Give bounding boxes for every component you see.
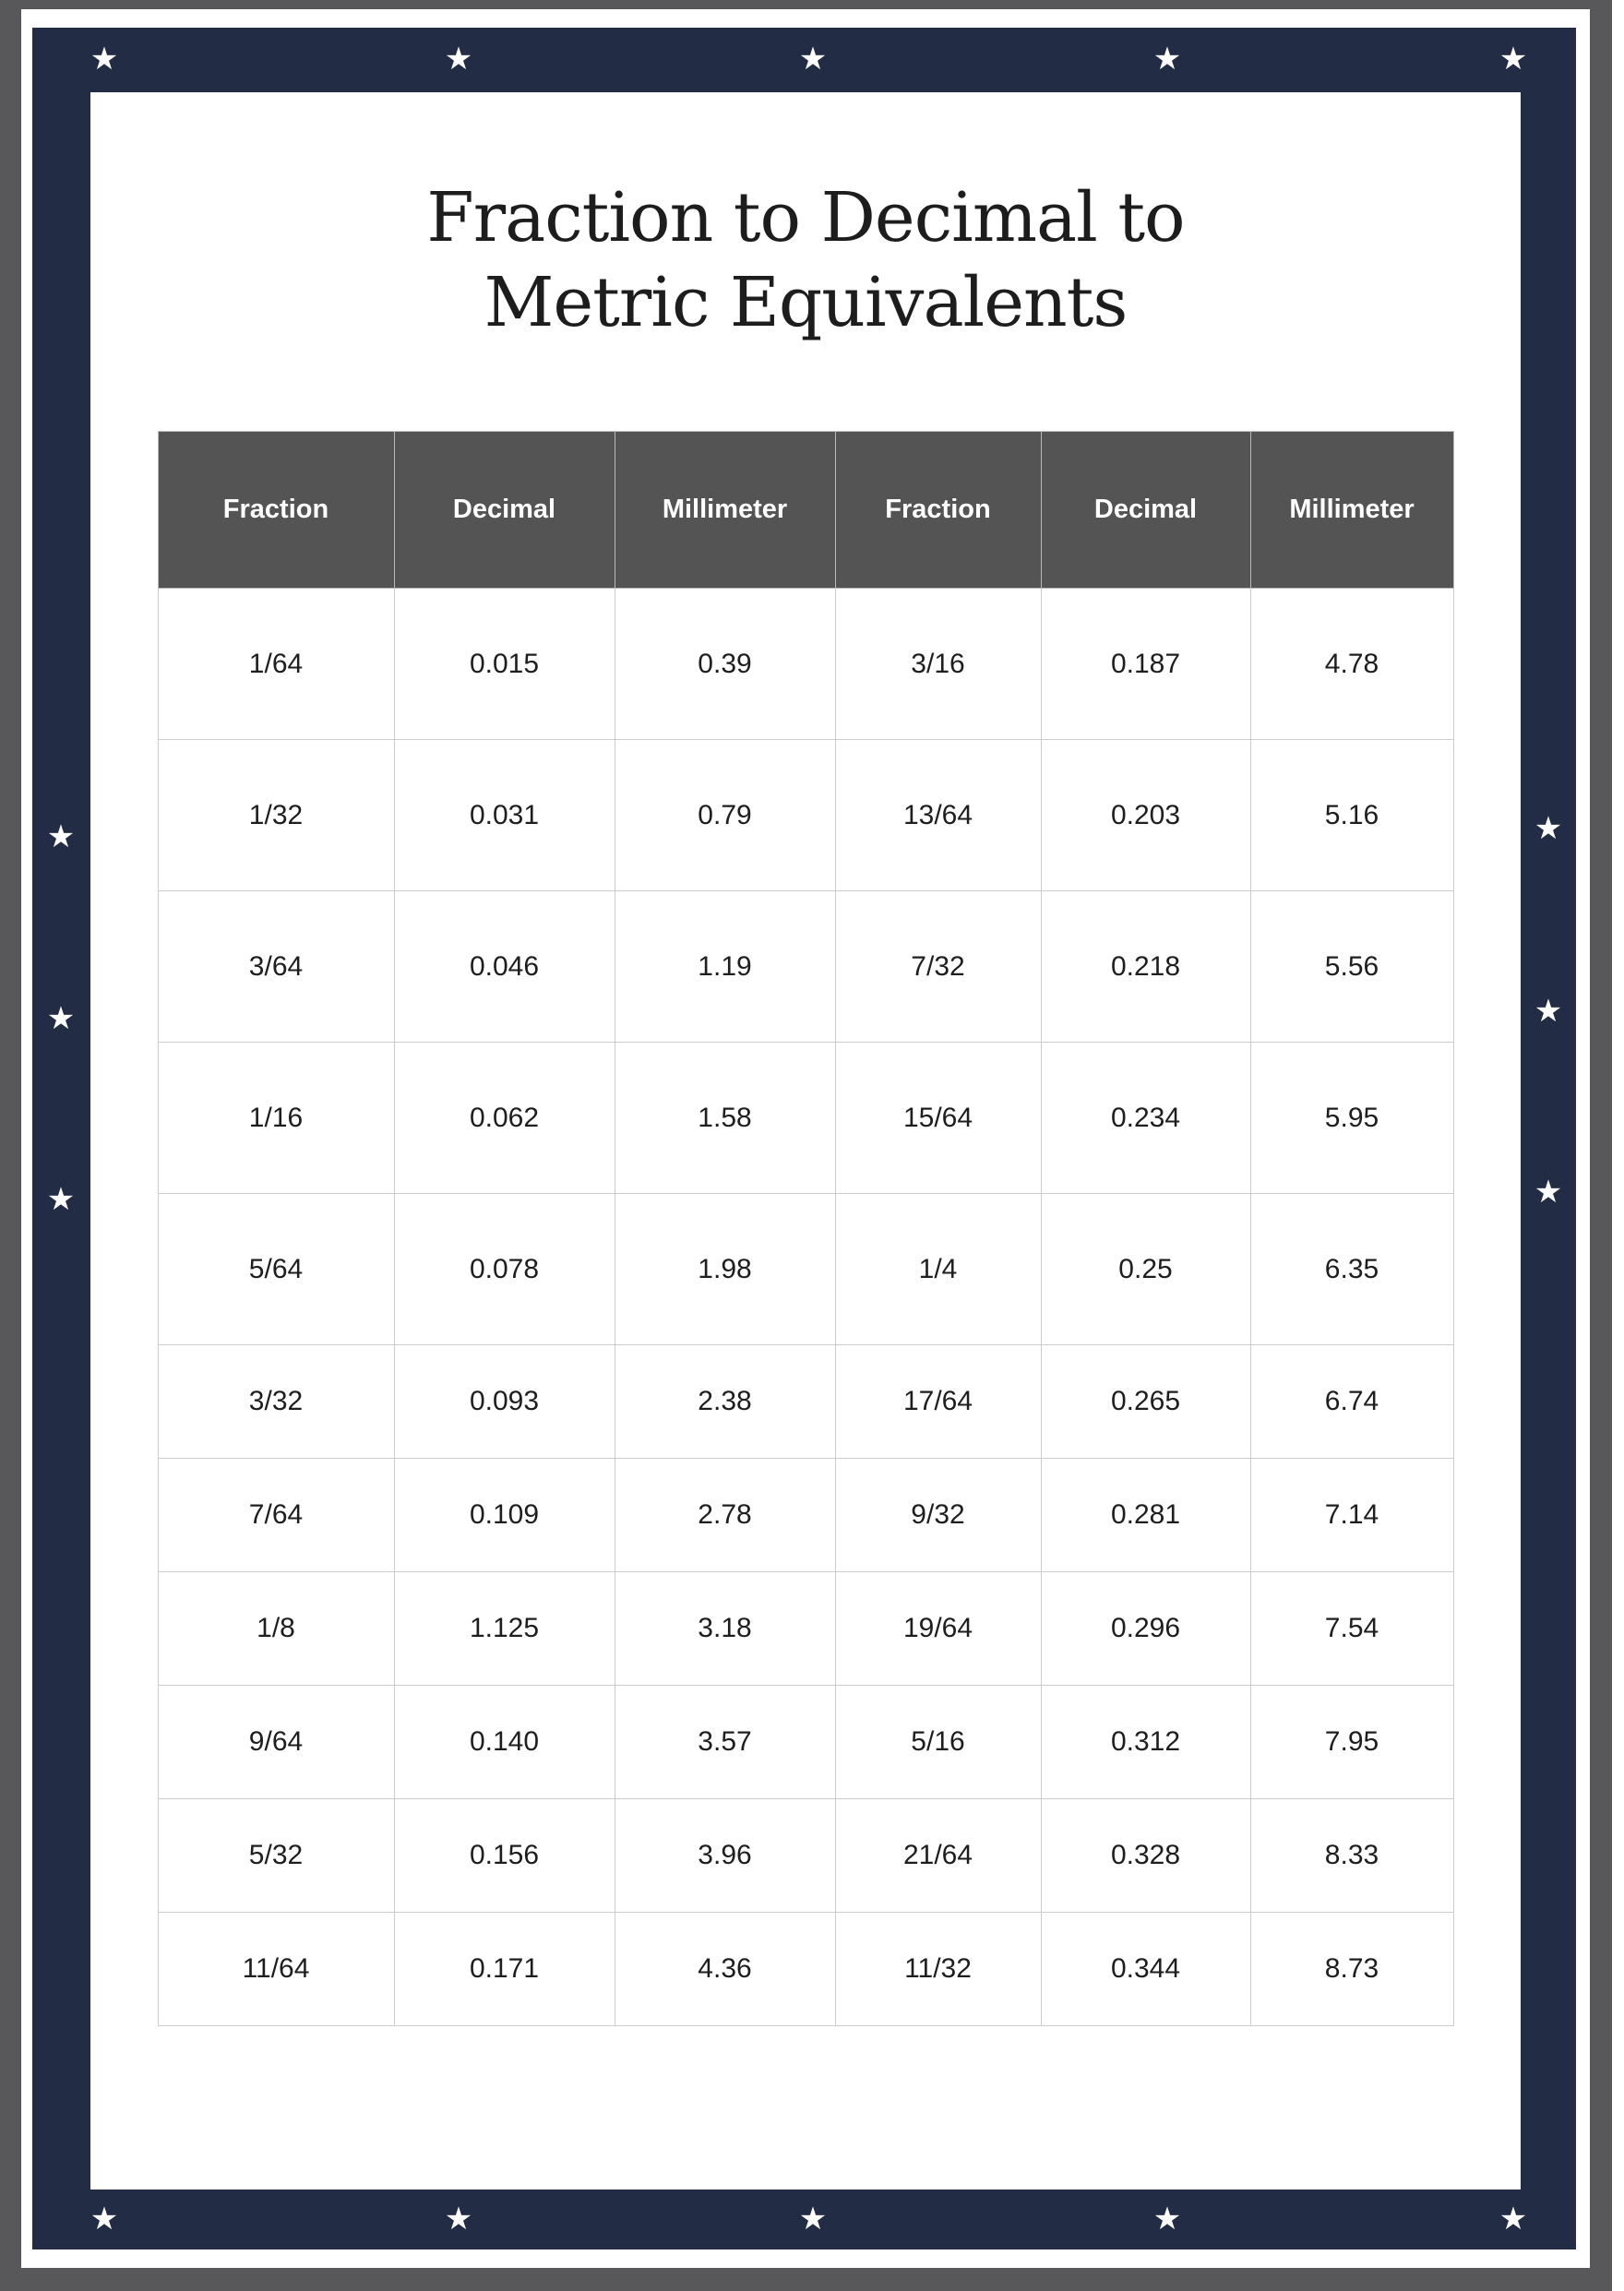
fraction-cell: 1/4	[835, 1194, 1041, 1345]
column-header-decimal-right: Decimal	[1041, 432, 1250, 589]
millimeter-cell: 2.38	[615, 1345, 835, 1459]
table-row	[158, 1345, 1453, 1459]
decimal-cell: 0.218	[1041, 891, 1250, 1043]
fraction-cell: 1/8	[158, 1572, 394, 1686]
star-icon: ★	[1499, 42, 1528, 77]
decimal-cell: 0.093	[394, 1345, 615, 1459]
table-row	[158, 1913, 1453, 2026]
millimeter-cell: 1.98	[615, 1194, 835, 1345]
column-header-millimeter-left: Millimeter	[615, 432, 835, 589]
decimal-cell: 0.203	[1041, 740, 1250, 891]
star-icon: ★	[1534, 994, 1563, 1029]
table-row	[158, 589, 1453, 740]
millimeter-cell: 6.35	[1250, 1194, 1453, 1345]
millimeter-cell: 3.18	[615, 1572, 835, 1686]
millimeter-cell: 8.33	[1250, 1799, 1453, 1913]
table-row	[158, 1459, 1453, 1572]
millimeter-cell: 1.19	[615, 891, 835, 1043]
millimeter-cell: 7.54	[1250, 1572, 1453, 1686]
millimeter-cell: 3.57	[615, 1686, 835, 1799]
millimeter-cell: 6.74	[1250, 1345, 1453, 1459]
star-icon: ★	[1499, 2202, 1528, 2237]
fraction-cell: 1/32	[158, 740, 394, 891]
fraction-cell: 13/64	[835, 740, 1041, 891]
millimeter-cell: 8.73	[1250, 1913, 1453, 2026]
millimeter-cell: 0.79	[615, 740, 835, 891]
fraction-cell: 19/64	[835, 1572, 1041, 1686]
star-icon: ★	[1534, 1175, 1563, 1210]
star-icon: ★	[1534, 811, 1563, 846]
table-row	[158, 1799, 1453, 1913]
millimeter-cell: 5.16	[1250, 740, 1453, 891]
millimeter-cell: 7.95	[1250, 1686, 1453, 1799]
star-icon: ★	[46, 819, 76, 854]
star-icon: ★	[1152, 2202, 1182, 2237]
fraction-cell: 5/64	[158, 1194, 394, 1345]
fraction-cell: 5/32	[158, 1799, 394, 1913]
table-row	[158, 1572, 1453, 1686]
table-header-row	[158, 432, 1453, 589]
fraction-cell: 3/64	[158, 891, 394, 1043]
fraction-cell: 17/64	[835, 1345, 1041, 1459]
millimeter-cell: 5.95	[1250, 1043, 1453, 1194]
star-icon: ★	[90, 2202, 119, 2237]
decimal-cell: 0.171	[394, 1913, 615, 2026]
fraction-cell: 7/64	[158, 1459, 394, 1572]
millimeter-cell: 3.96	[615, 1799, 835, 1913]
fraction-cell: 5/16	[835, 1686, 1041, 1799]
fraction-cell: 1/16	[158, 1043, 394, 1194]
decimal-cell: 0.109	[394, 1459, 615, 1572]
table-row	[158, 1686, 1453, 1799]
millimeter-cell: 4.36	[615, 1913, 835, 2026]
decimal-cell: 0.344	[1041, 1913, 1250, 2026]
star-icon: ★	[798, 2202, 828, 2237]
title-line-2: Metric Equivalents	[484, 263, 1128, 342]
millimeter-cell: 7.14	[1250, 1459, 1453, 1572]
page-title	[90, 92, 1521, 345]
star-icon: ★	[46, 1182, 76, 1217]
equivalents-table	[158, 431, 1454, 2026]
millimeter-cell: 2.78	[615, 1459, 835, 1572]
decimal-cell: 0.187	[1041, 589, 1250, 740]
decimal-cell: 0.25	[1041, 1194, 1250, 1345]
content-area	[90, 92, 1521, 2190]
star-icon: ★	[444, 2202, 473, 2237]
fraction-cell: 11/64	[158, 1913, 394, 2026]
table-body	[158, 589, 1453, 2026]
fraction-cell: 11/32	[835, 1913, 1041, 2026]
decimal-cell: 1.125	[394, 1572, 615, 1686]
decimal-cell: 0.156	[394, 1799, 615, 1913]
fraction-cell: 1/64	[158, 589, 394, 740]
star-icon: ★	[798, 42, 828, 77]
fraction-cell: 3/16	[835, 589, 1041, 740]
fraction-cell: 9/64	[158, 1686, 394, 1799]
title-line-1: Fraction to Decimal to	[426, 178, 1185, 257]
star-icon: ★	[444, 42, 473, 77]
column-header-fraction-right: Fraction	[835, 432, 1041, 589]
column-header-fraction-left: Fraction	[158, 432, 394, 589]
millimeter-cell: 5.56	[1250, 891, 1453, 1043]
fraction-cell: 15/64	[835, 1043, 1041, 1194]
decimal-cell: 0.015	[394, 589, 615, 740]
decimal-cell: 0.078	[394, 1194, 615, 1345]
fraction-cell: 7/32	[835, 891, 1041, 1043]
decimal-cell: 0.234	[1041, 1043, 1250, 1194]
fraction-cell: 3/32	[158, 1345, 394, 1459]
decimal-cell: 0.031	[394, 740, 615, 891]
decimal-cell: 0.296	[1041, 1572, 1250, 1686]
fraction-cell: 9/32	[835, 1459, 1041, 1572]
table-row	[158, 740, 1453, 891]
decimal-cell: 0.281	[1041, 1459, 1250, 1572]
column-header-decimal-left: Decimal	[394, 432, 615, 589]
decimal-cell: 0.046	[394, 891, 615, 1043]
star-icon: ★	[1152, 42, 1182, 77]
star-icon: ★	[90, 42, 119, 77]
table-row	[158, 891, 1453, 1043]
decimal-cell: 0.062	[394, 1043, 615, 1194]
column-header-millimeter-right: Millimeter	[1250, 432, 1453, 589]
decimal-cell: 0.328	[1041, 1799, 1250, 1913]
star-icon: ★	[46, 1001, 76, 1036]
millimeter-cell: 1.58	[615, 1043, 835, 1194]
decimal-cell: 0.265	[1041, 1345, 1250, 1459]
fraction-cell: 21/64	[835, 1799, 1041, 1913]
millimeter-cell: 0.39	[615, 589, 835, 740]
decimal-cell: 0.312	[1041, 1686, 1250, 1799]
table-row	[158, 1194, 1453, 1345]
millimeter-cell: 4.78	[1250, 589, 1453, 740]
decimal-cell: 0.140	[394, 1686, 615, 1799]
table-row	[158, 1043, 1453, 1194]
